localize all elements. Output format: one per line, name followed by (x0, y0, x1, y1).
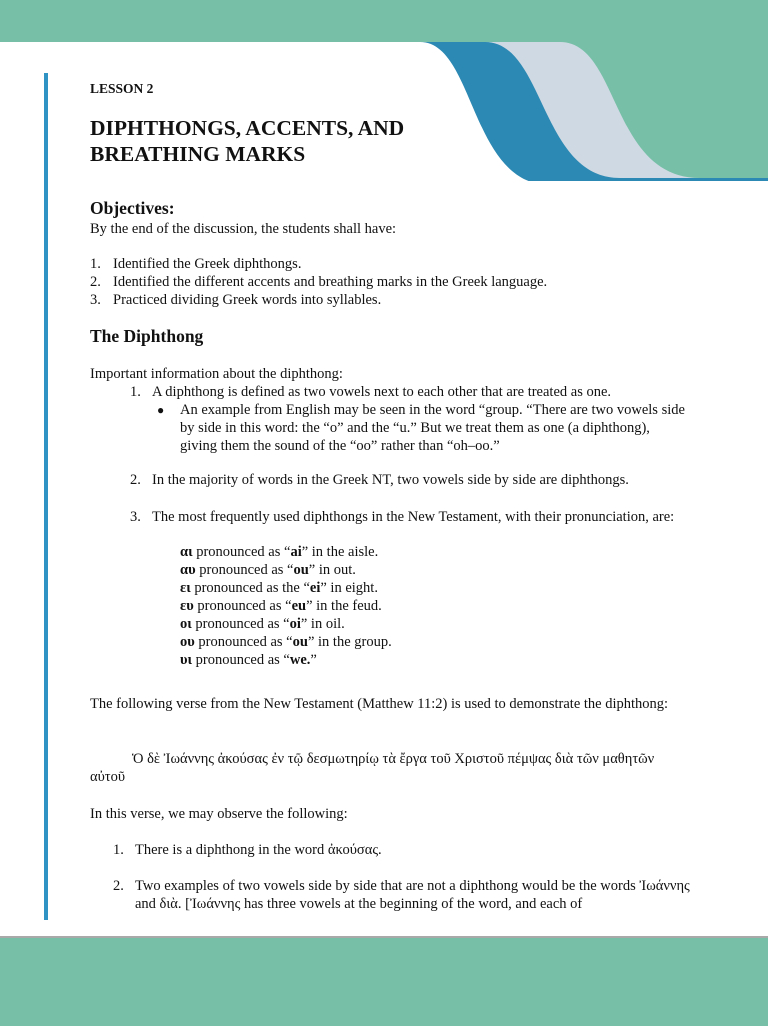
list-number: 2. (90, 274, 101, 290)
objectives-heading: Objectives: (90, 198, 175, 218)
row-text: ” in the group. (307, 634, 392, 650)
list-text: Practiced dividing Greek words into syllables. (113, 292, 382, 308)
list-text: Two examples of two vowels side by side that are not a diphthong would be the words Ἰωάννης and διὰ. [Ἰωάννης has three vowels at the beginning of the word, and each of (135, 878, 690, 912)
row-text: ” in the aisle. (301, 544, 379, 560)
left-accent-rule (44, 73, 48, 920)
objectives-intro: By the end of the discussion, the students shall have: (90, 221, 397, 237)
list-item (90, 383, 690, 401)
important-info: Important information about the diphthong: (90, 366, 343, 382)
diphthong-row (180, 597, 392, 615)
row-text: pronounced as “ (192, 652, 290, 668)
diphthong-list (180, 543, 392, 669)
row-text: pronounced as “ (195, 562, 294, 578)
page-title: DIPHTHONGS, ACCENTS, AND BREATHING MARKS (90, 116, 405, 166)
list-number: 2. (130, 472, 141, 488)
greek-diphthong: οι (180, 616, 192, 632)
diphthong-row (180, 633, 392, 651)
greek-diphthong: ευ (180, 598, 194, 614)
row-text: ” in out. (308, 562, 356, 578)
greek-diphthong: ει (180, 580, 191, 596)
list-number: 3. (90, 292, 101, 308)
row-text: ” in eight. (320, 580, 378, 596)
list-number: 1. (113, 842, 124, 858)
sound: ai (290, 544, 302, 560)
diphthong-row (180, 651, 392, 669)
greek-verse: Ὁ δὲ Ἰωάννης ἀκούσας ἐν τῷ δεσμωτηρίῳ τὰ ἔργα τοῦ Χριστοῦ πέμψας διὰ τῶν μαθητῶν αὐτοῦ (90, 751, 655, 785)
lesson-label: LESSON 2 (90, 81, 154, 96)
list-number: 2. (113, 878, 124, 894)
row-text: pronounced as “ (194, 634, 293, 650)
footer-band (0, 936, 768, 1026)
list-text: Identified the different accents and breathing marks in the Greek language. (113, 274, 548, 290)
bullet-icon: ● (157, 403, 165, 417)
sound: ei (309, 580, 321, 596)
diphthong-row (180, 561, 392, 579)
list-item (90, 273, 547, 291)
sound: ou (293, 562, 309, 578)
greek-diphthong: υι (180, 652, 193, 668)
sound: eu (291, 598, 307, 614)
list-text: There is a diphthong in the word ἀκούσας. (135, 842, 382, 858)
list-text: A diphthong is defined as two vowels next to each other that are treated as one. (152, 384, 612, 400)
list-item (90, 508, 690, 526)
row-text: pronounced as “ (193, 598, 292, 614)
list-item (90, 877, 690, 913)
sound: we. (289, 652, 311, 668)
list-text: Identified the Greek diphthongs. (113, 256, 302, 272)
verse-intro: The following verse from the New Testament (Matthew 11:2) is used to demonstrate the diphthong: (90, 696, 669, 712)
objectives-list (90, 255, 547, 309)
list-number: 3. (130, 509, 141, 525)
list-text: In the majority of words in the Greek NT, two vowels side by side are diphthongs. (152, 472, 629, 488)
row-text: ” in oil. (300, 616, 345, 632)
list-item (90, 471, 690, 489)
list-item (90, 255, 547, 273)
row-text: pronounced as “ (191, 616, 290, 632)
observe-intro: In this verse, we may observe the following: (90, 806, 348, 822)
list-number: 1. (130, 384, 141, 400)
sound: oi (289, 616, 301, 632)
list-number: 1. (90, 256, 101, 272)
row-text: pronounced as “ (192, 544, 291, 560)
diphthong-row (180, 579, 392, 597)
sound: ou (292, 634, 308, 650)
bullet-item (157, 401, 687, 455)
row-text: ” (310, 652, 317, 668)
greek-diphthong: αυ (180, 562, 196, 578)
diphthong-row (180, 543, 392, 561)
row-text: ” in the feud. (306, 598, 382, 614)
list-item (90, 291, 547, 309)
row-text: pronounced as the “ (190, 580, 310, 596)
diphthong-row (180, 615, 392, 633)
list-item (90, 841, 690, 859)
greek-diphthong: αι (180, 544, 193, 560)
list-text: The most frequently used diphthongs in the New Testament, with their pronunciation, are: (152, 509, 675, 525)
bullet-text: An example from English may be seen in the word “group. “There are two vowels side by side in this word: the “o” and the “u.” But we treat them as one (a diphthong), giving them the sound of the “oo” rather than “oh–oo.” (180, 402, 685, 454)
greek-diphthong: ου (180, 634, 195, 650)
section-heading: The Diphthong (90, 326, 204, 346)
